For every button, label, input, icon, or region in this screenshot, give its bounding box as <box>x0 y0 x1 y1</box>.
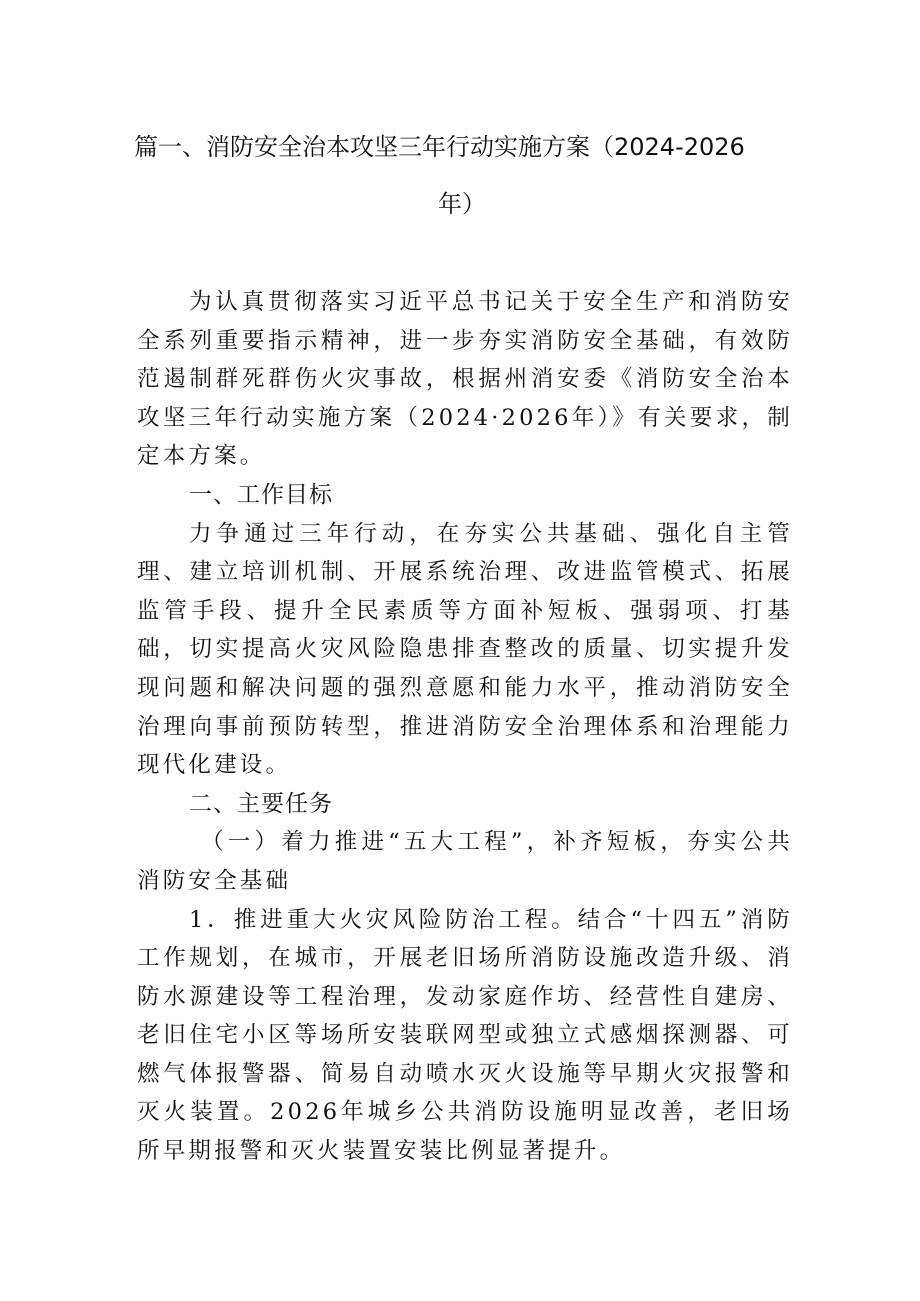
document-title-line-2: 年） <box>438 190 486 218</box>
intro-paragraph: 为认真贯彻落实习近平总书记关于安全生产和消防安全系列重要指示精神，进一步夯实消防安全基础，有效防范遏制群死群伤火灾事故，根据州消安委《消防安全治本攻坚三年行动实施方案（2024·2026年）》有关要求，制定本方案。 <box>137 289 793 470</box>
subsection-heading-five-projects: （一）着力推进“五大工程”，补齐短板，夯实公共消防安全基础 <box>137 829 793 894</box>
section-heading-goals: 一、工作目标 <box>189 481 333 508</box>
document-title-line-1: 篇一、消防安全治本攻坚三年行动实施方案（2024-2026 <box>134 133 745 161</box>
goals-paragraph: 力争通过三年行动，在夯实公共基础、强化自主管理、建立培训机制、开展系统治理、改进监管模式、拓展监管手段、提升全民素质等方面补短板、强弱项、打基础，切实提高火灾风险隐患排查整改的质量、切实提升发现问题和解决问题的强烈意愿和能力水平，推动消防安全治理向事前预防转型，推进消防安全治理体系和治理能力现代化建设。 <box>137 520 793 779</box>
item-paragraph-1: 1．推进重大火灾风险防治工程。结合“十四五”消防工作规划，在城市，开展老旧场所消防设施改造升级、消防水源建设等工程治理，发动家庭作坊、经营性自建房、老旧住宅小区等场所安装联网型或独立式感烟探测器、可燃气体报警器、简易自动喷水灭火设施等早期火灾报警和灭火装置。2026年城乡公共消防设施明显改善，老旧场所早期报警和灭火装置安装比例显著提升。 <box>137 906 793 1165</box>
document-body <box>137 283 793 1171</box>
section-heading-tasks: 二、主要任务 <box>189 790 333 817</box>
